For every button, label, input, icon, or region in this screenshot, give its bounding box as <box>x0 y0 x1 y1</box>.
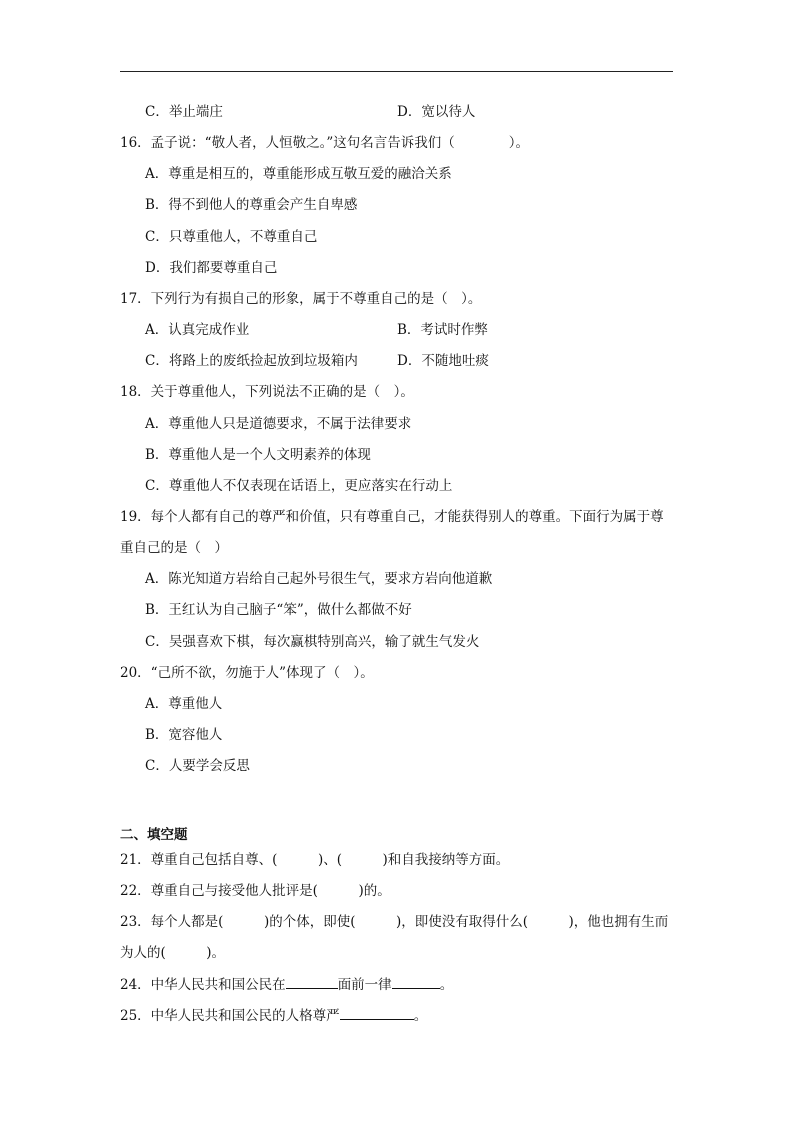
q19-stem-line1: 19．每个人都有自己的尊严和价值，只有尊重自己，才能获得别人的尊重。下面行为属于尊 <box>120 509 664 525</box>
q24-blank-2 <box>392 976 440 989</box>
q19-stem-line2: 重自己的是（ ） <box>120 540 228 556</box>
q17-stem: 17．下列行为有损自己的形象，属于不尊重自己的是（ ）。 <box>120 291 482 307</box>
q15-option-d: D．宽以待人 <box>397 104 476 120</box>
header-rule <box>120 71 673 72</box>
q20-option-c: C．人要学会反思 <box>145 758 250 774</box>
q22-text: 22．尊重自己与接受他人批评是( )的。 <box>120 883 391 899</box>
q18-option-b: B．尊重他人是一个人文明素养的体现 <box>145 447 371 463</box>
q17-option-a: A．认真完成作业 <box>145 322 250 338</box>
q24-blank-1 <box>286 976 338 989</box>
q19-option-b: B．王红认为自己脑子“笨”，做什么都做不好 <box>145 602 412 618</box>
q18-option-c: C．尊重他人不仅表现在话语上，更应落实在行动上 <box>145 478 453 494</box>
q24-part3: 。 <box>439 977 454 993</box>
q25-line <box>120 1007 427 1024</box>
q16-option-c: C．只尊重他人，不尊重自己 <box>145 229 318 245</box>
q18-option-a: A．尊重他人只是道德要求，不属于法律要求 <box>145 416 412 432</box>
q16-option-b: B．得不到他人的尊重会产生自卑感 <box>145 197 358 213</box>
q21-text: 21．尊重自己包括自尊、( )、( )和自我接纳等方面。 <box>120 852 510 868</box>
q19-option-c: C．吴强喜欢下棋，每次赢棋特别高兴，输了就生气发火 <box>145 634 480 650</box>
section-title: 二、填空题 <box>120 827 188 843</box>
q24-line <box>120 976 453 993</box>
q23-line1: 23．每个人都是( )的个体，即使( )，即使没有取得什么( )，他也拥有生而 <box>120 914 669 930</box>
q16-stem: 16．孟子说：“敬人者，人恒敬之。”这句名言告诉我们（ ）。 <box>120 135 529 151</box>
q23-line2: 为人的( )。 <box>120 945 226 961</box>
q20-option-b: B．宽容他人 <box>145 727 223 743</box>
q25-blank <box>340 1007 414 1020</box>
q15-option-c: C．举止端庄 <box>145 104 223 120</box>
q25-part1: 25．中华人民共和国公民的人格尊严 <box>120 1008 340 1024</box>
q24-part2: 面前一律 <box>337 977 392 993</box>
q20-option-a: A．尊重他人 <box>145 696 223 712</box>
q17-option-c: C．将路上的废纸捡起放到垃圾箱内 <box>145 353 358 369</box>
q25-part2: 。 <box>413 1008 428 1024</box>
q19-option-a: A．陈光知道方岩给自己起外号很生气，要求方岩向他道歉 <box>145 571 493 587</box>
q16-option-d: D．我们都要尊重自己 <box>145 260 278 276</box>
q17-option-b: B．考试时作弊 <box>397 322 488 338</box>
q16-option-a: A．尊重是相互的，尊重能形成互敬互爱的融洽关系 <box>145 166 452 182</box>
q24-part1: 24．中华人民共和国公民在 <box>120 977 286 993</box>
q17-option-d: D．不随地吐痰 <box>397 353 489 369</box>
q18-stem: 18．关于尊重他人，下列说法不正确的是（ ）。 <box>120 384 414 400</box>
q20-stem: 20．“己所不欲，勿施于人”体现了（ ）。 <box>120 665 374 681</box>
